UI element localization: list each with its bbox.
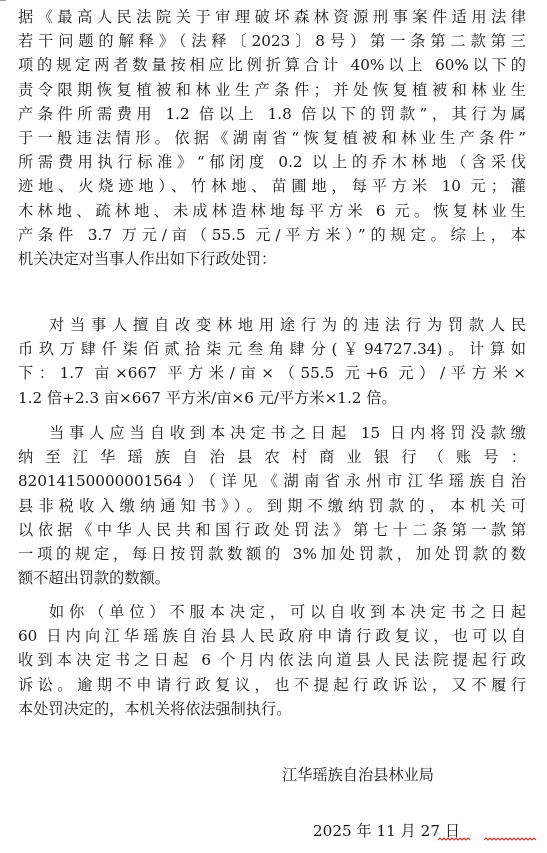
spellcheck-underline <box>438 836 470 842</box>
issue-date: 2025 年 11 月 27 日 <box>313 822 461 840</box>
paragraph-line: 币玖万肆仟柒佰贰拾柒元叁角肆分(￥94727.34)。计算如 <box>18 340 526 359</box>
paragraph-line: 产条件所需费用 1.2 倍以上 1.8 倍以下的罚款”，其行为属 <box>18 104 526 123</box>
paragraph-line: 产条件 3.7 万元/亩（55.5 元/平方米）”的规定。综上，本 <box>18 225 526 244</box>
paragraph-line: 纳 至 江 华 瑶 族 自 治 县 农 村 商 业 银 行 （ 账 号 ： <box>18 448 526 467</box>
paragraph-line: 责令限期恢复植被和林业生产条件；并处恢复植被和林业生 <box>18 80 526 99</box>
paragraph-line: 若干问题的解释》（法释〔2023〕8号）第一条第二款第三 <box>18 32 526 51</box>
issuing-authority: 江华瑶族自治县林业局 <box>282 766 434 784</box>
page-corner-mark <box>0 0 6 3</box>
paragraph-line: 额不超出罚款的数额。 <box>18 569 170 588</box>
paragraph-line: 82014150000001564）（详见《湖南省永州市江华瑶族自治 <box>18 472 526 491</box>
paragraph-appeal-rights <box>18 600 526 721</box>
paragraph-line: 木林地、疏林地、未成林造林地每平方米 6 元。恢复林业生 <box>18 201 526 220</box>
paragraph-penalty-amount <box>18 313 526 410</box>
paragraph-line: 60 日内向江华瑶族自治县人民政府申请行政复议，也可以自 <box>18 627 526 646</box>
paragraph-line: 所需费用执行标准》“郁闭度 0.2 以上的乔木林地（含采伐 <box>18 153 526 172</box>
paragraph-line: 如你（单位）不服本决定，可以自收到本决定书之日起 <box>49 603 526 621</box>
paragraph-line: 对当事人擅自改变林地用途行为的违法行为罚款人民 <box>49 316 526 334</box>
paragraph-line: 以依据《中华人民共和国行政处罚法》第七十二条第一款第 <box>18 520 526 539</box>
paragraph-line: 本处罚决定的，本机关将依法强制执行。 <box>18 699 292 718</box>
paragraph-legal-basis <box>18 5 526 271</box>
paragraph-line: 于一般违法情形。依据《湖南省“恢复植被和林业生产条件” <box>18 128 526 147</box>
paragraph-line: 据《最高人民法院关于审理破坏森林资源刑事案件适用法律 <box>18 8 526 26</box>
paragraph-line: 迹地、火烧迹地）、竹林地、苗圃地，每平方米 10 元；灌 <box>18 177 526 196</box>
paragraph-line: 1.2 倍+2.3 亩×667 平方米/亩×6 元/平方米×1.2 倍。 <box>18 388 397 407</box>
paragraph-line: 下：1.7 亩×667 平方米/亩×（55.5 元+6 元）/平方米× <box>18 364 526 383</box>
paragraph-line: 县非税收入缴纳通知书》）。到期不缴纳罚款的，本机关可 <box>18 496 526 515</box>
paragraph-line: 一项的规定，每日按罚款数额的 3%加处罚款，加处罚款的数 <box>18 544 526 563</box>
paragraph-line: 项的规定两者数量按相应比例折算合计 40%以上 60%以下的 <box>18 56 526 75</box>
paragraph-line: 机关决定对当事人作出如下行政处罚： <box>18 249 277 268</box>
paragraph-payment <box>18 421 526 590</box>
paragraph-line: 诉讼。逾期不申请行政复议，也不提起行政诉讼，又不履行 <box>18 675 526 694</box>
paragraph-line: 收到本决定书之日起 6 个月内依法向道县人民法院提起行政 <box>18 651 526 670</box>
paragraph-line: 当事人应当自收到本决定书之日起 15 日内将罚没款缴 <box>49 424 526 442</box>
spellcheck-underline <box>484 836 536 842</box>
